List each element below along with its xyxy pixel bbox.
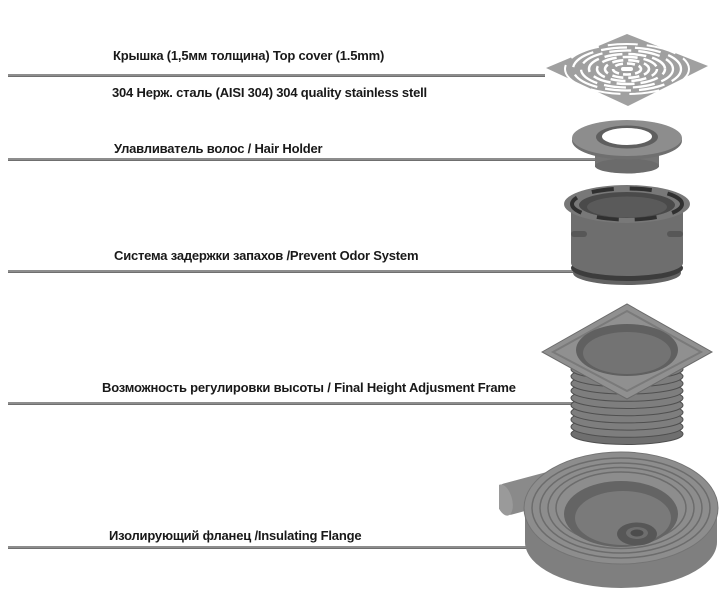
hair-holder-leader-line <box>8 158 595 161</box>
top-cover-label: Крышка (1,5мм толщина) Top cover (1.5mm) <box>113 48 385 63</box>
hair-holder-label: Улавливатель волос / Hair Holder <box>114 141 323 156</box>
prevent-odor-system-leader-line <box>8 270 576 273</box>
top-cover-image <box>543 31 711 109</box>
insulating-flange-drawing <box>499 446 721 595</box>
top-cover-material-label: 304 Нерж. сталь (AISI 304) 304 quality stainless stell <box>112 85 427 100</box>
hair-holder-image <box>569 119 685 175</box>
height-adjustment-frame-drawing <box>540 301 714 448</box>
insulating-flange-image <box>499 446 721 595</box>
height-adjustment-frame-label: Возможность регулировки высоты / Final Height Adjusment Frame <box>102 380 516 395</box>
top-cover-drawing <box>543 31 711 109</box>
prevent-odor-system-image <box>562 183 692 289</box>
prevent-odor-system-label: Система задержки запахов /Prevent Odor System <box>114 248 419 263</box>
insulating-flange-leader-line <box>8 546 533 549</box>
insulating-flange-label: Изолирующий фланец /Insulating Flange <box>109 528 362 543</box>
top-cover-leader-line <box>8 74 545 77</box>
height-adjustment-frame-image <box>540 301 714 448</box>
hair-holder-drawing <box>569 119 685 175</box>
prevent-odor-system-drawing <box>562 183 692 289</box>
height-adjustment-frame-leader-line <box>8 402 577 405</box>
